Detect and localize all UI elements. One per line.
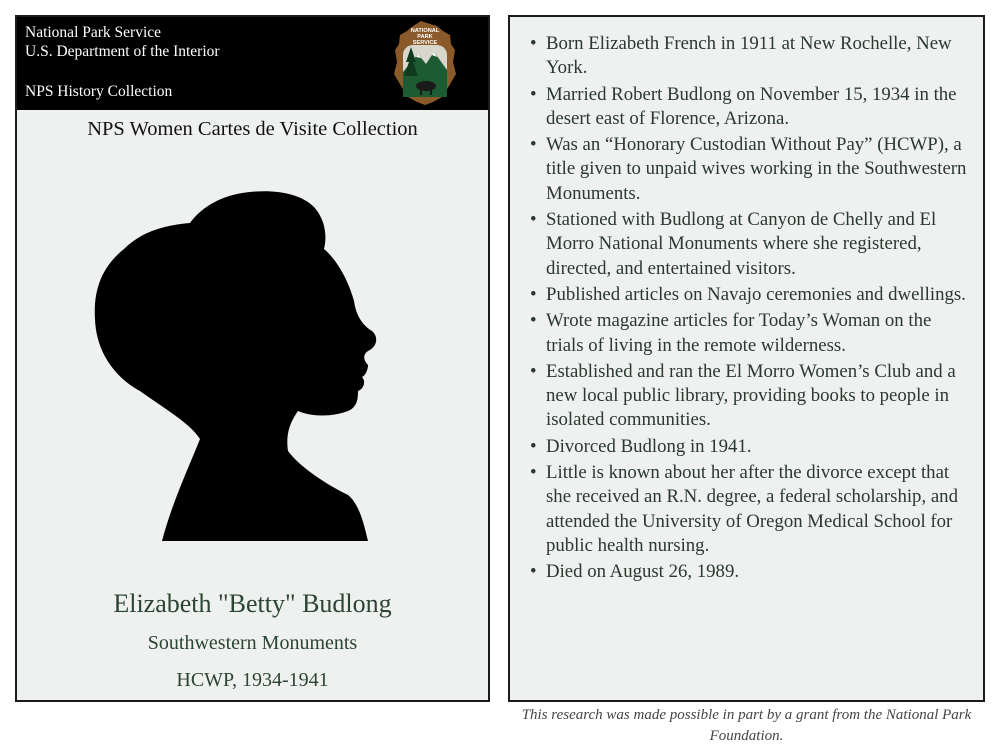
fact-text: Little is known about her after the divorce except that she received an R.N. degree, a federal scholarship, and attended the University of Oregon Medical School for public health nursing. xyxy=(546,462,958,556)
fact-item xyxy=(530,309,973,358)
agency-name: National Park Service xyxy=(25,24,162,41)
logo-text-service: SERVICE xyxy=(412,40,438,46)
bullet-icon: • xyxy=(530,435,537,457)
bullet-icon: • xyxy=(530,134,537,156)
bullet-icon: • xyxy=(530,283,537,305)
fact-item xyxy=(530,461,973,558)
fact-item xyxy=(530,435,973,459)
card-header xyxy=(17,17,488,110)
cdv-card xyxy=(15,15,490,702)
collection-name: NPS History Collection xyxy=(25,83,173,100)
logo-text-national: NATIONAL xyxy=(410,28,440,34)
bullet-icon: • xyxy=(530,83,537,105)
woman-silhouette-icon xyxy=(92,185,377,545)
fact-text: Born Elizabeth French in 1911 at New Rochelle, New York. xyxy=(546,33,952,79)
logo-text-park: PARK xyxy=(417,34,433,40)
fact-item xyxy=(530,283,973,307)
bullet-icon: • xyxy=(530,310,537,332)
fact-text: Divorced Budlong in 1941. xyxy=(546,435,752,457)
person-name: Elizabeth "Betty" Budlong xyxy=(113,589,392,618)
biography-panel xyxy=(508,15,985,702)
bullet-icon: • xyxy=(530,209,537,231)
bullet-icon: • xyxy=(530,561,537,583)
fact-item xyxy=(530,560,973,584)
fact-item xyxy=(530,32,973,81)
biography-list xyxy=(510,17,983,585)
fact-item xyxy=(530,133,973,206)
fact-item xyxy=(530,360,973,433)
bullet-icon: • xyxy=(530,462,537,484)
fact-text: Established and ran the El Morro Women’s Club and a new local public library, providing books to people in isolated communities. xyxy=(546,360,956,431)
fact-text: Published articles on Navajo ceremonies and dwellings. xyxy=(546,283,966,305)
bullet-icon: • xyxy=(530,360,537,382)
fact-text: Wrote magazine articles for Today’s Woman on the trials of living in the remote wilderness. xyxy=(546,310,932,356)
department-name: U.S. Department of the Interior xyxy=(25,43,220,60)
nps-arrowhead-logo xyxy=(393,20,457,106)
collection-title: NPS Women Cartes de Visite Collection xyxy=(87,118,418,140)
fact-text: Married Robert Budlong on November 15, 1934 in the desert east of Florence, Arizona. xyxy=(546,83,957,129)
person-unit: Southwestern Monuments xyxy=(147,632,358,654)
person-role: HCWP, 1934-1941 xyxy=(176,669,329,691)
bullet-icon: • xyxy=(530,33,537,54)
fact-text: Died on August 26, 1989. xyxy=(546,561,740,583)
fact-item xyxy=(530,208,973,281)
grant-acknowledgement: This research was made possible in part by a grant from the National Park Foundation. xyxy=(521,707,972,744)
fact-item xyxy=(530,83,973,132)
fact-text: Stationed with Budlong at Canyon de Chelly and El Morro National Monuments where she registered, directed, and entertained visitors. xyxy=(546,209,937,279)
fact-text: Was an “Honorary Custodian Without Pay” (HCWP), a title given to unpaid wives working in the Southwestern Monuments. xyxy=(546,134,967,204)
